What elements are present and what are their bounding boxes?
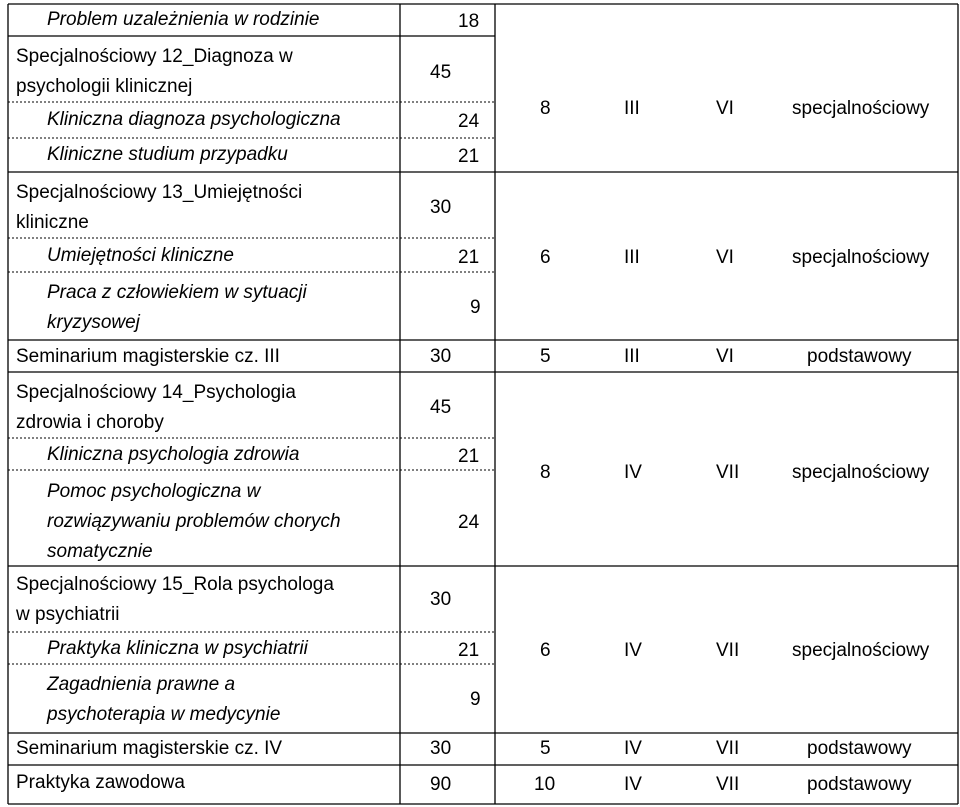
group-semester: VII bbox=[716, 640, 740, 661]
course-year: III bbox=[624, 346, 640, 367]
course-hours: 21 bbox=[458, 640, 480, 661]
group-type: specjalnościowy bbox=[792, 462, 930, 483]
course-hours: 9 bbox=[470, 689, 481, 710]
group-ects: 8 bbox=[540, 462, 551, 483]
group-ects: 6 bbox=[540, 247, 551, 268]
course-name: Seminarium magisterskie cz. IV bbox=[16, 738, 283, 759]
course-name: Kliniczne studium przypadku bbox=[47, 144, 288, 165]
course-name-line2: rozwiązywaniu problemów chorych bbox=[47, 511, 341, 532]
group-type: specjalnościowy bbox=[792, 247, 930, 268]
course-name-line2: psychoterapia w medycynie bbox=[47, 704, 281, 725]
course-name-line1: Specjalnościowy 14_Psychologia bbox=[16, 382, 296, 403]
course-name: Kliniczna diagnoza psychologiczna bbox=[47, 109, 341, 130]
group-year: IV bbox=[624, 462, 642, 483]
course-hours: 90 bbox=[430, 774, 452, 795]
course-name: Seminarium magisterskie cz. III bbox=[16, 346, 280, 367]
course-hours: 30 bbox=[430, 197, 452, 218]
group-year: IV bbox=[624, 640, 642, 661]
course-ects: 10 bbox=[534, 774, 556, 795]
course-hours: 30 bbox=[430, 346, 452, 367]
group-ects: 6 bbox=[540, 640, 551, 661]
course-name: Praktyka zawodowa bbox=[16, 772, 185, 793]
course-type: podstawowy bbox=[807, 774, 912, 795]
course-name: Problem uzależnienia w rodzinie bbox=[47, 9, 320, 30]
course-semester: VII bbox=[716, 738, 740, 759]
course-hours: 45 bbox=[430, 397, 452, 418]
course-name: Praktyka kliniczna w psychiatrii bbox=[47, 638, 308, 659]
group-year: III bbox=[624, 247, 640, 268]
course-type: podstawowy bbox=[807, 738, 912, 759]
course-ects: 5 bbox=[540, 346, 551, 367]
group-semester: VII bbox=[716, 462, 740, 483]
course-year: IV bbox=[624, 738, 642, 759]
course-hours: 24 bbox=[458, 512, 480, 533]
course-name-line1: Specjalnościowy 12_Diagnoza w bbox=[16, 46, 293, 67]
course-name-line1: Zagadnienia prawne a bbox=[47, 674, 236, 695]
group-ects: 8 bbox=[540, 98, 551, 119]
course-hours: 45 bbox=[430, 62, 452, 83]
course-hours: 9 bbox=[470, 297, 481, 318]
group-semester: VI bbox=[716, 98, 734, 119]
course-ects: 5 bbox=[540, 738, 551, 759]
course-type: podstawowy bbox=[807, 346, 912, 367]
group-type: specjalnościowy bbox=[792, 98, 930, 119]
group-year: III bbox=[624, 98, 640, 119]
course-name-line1: Specjalnościowy 13_Umiejętności bbox=[16, 182, 303, 203]
course-hours: 30 bbox=[430, 738, 452, 759]
course-name-line1: Praca z człowiekiem w sytuacji bbox=[47, 282, 307, 303]
course-hours: 18 bbox=[458, 11, 480, 32]
course-hours: 30 bbox=[430, 589, 452, 610]
course-hours: 21 bbox=[458, 146, 480, 167]
group-semester: VI bbox=[716, 247, 734, 268]
course-name-line2: zdrowia i choroby bbox=[16, 412, 164, 433]
course-year: IV bbox=[624, 774, 642, 795]
course-name-line1: Specjalnościowy 15_Rola psychologa bbox=[16, 574, 334, 595]
course-name-line3: somatycznie bbox=[47, 541, 153, 562]
group-type: specjalnościowy bbox=[792, 640, 930, 661]
course-hours: 24 bbox=[458, 111, 480, 132]
course-name: Umiejętności kliniczne bbox=[47, 245, 234, 266]
course-name-line2: kliniczne bbox=[16, 212, 89, 233]
course-hours: 21 bbox=[458, 247, 480, 268]
course-name-line2: psychologii klinicznej bbox=[16, 76, 193, 97]
course-name-line2: kryzysowej bbox=[47, 312, 140, 333]
course-semester: VII bbox=[716, 774, 740, 795]
course-name: Kliniczna psychologia zdrowia bbox=[47, 444, 300, 465]
course-name-line2: w psychiatrii bbox=[16, 604, 120, 625]
course-hours: 21 bbox=[458, 446, 480, 467]
course-name-line1: Pomoc psychologiczna w bbox=[47, 481, 261, 502]
course-semester: VI bbox=[716, 346, 734, 367]
